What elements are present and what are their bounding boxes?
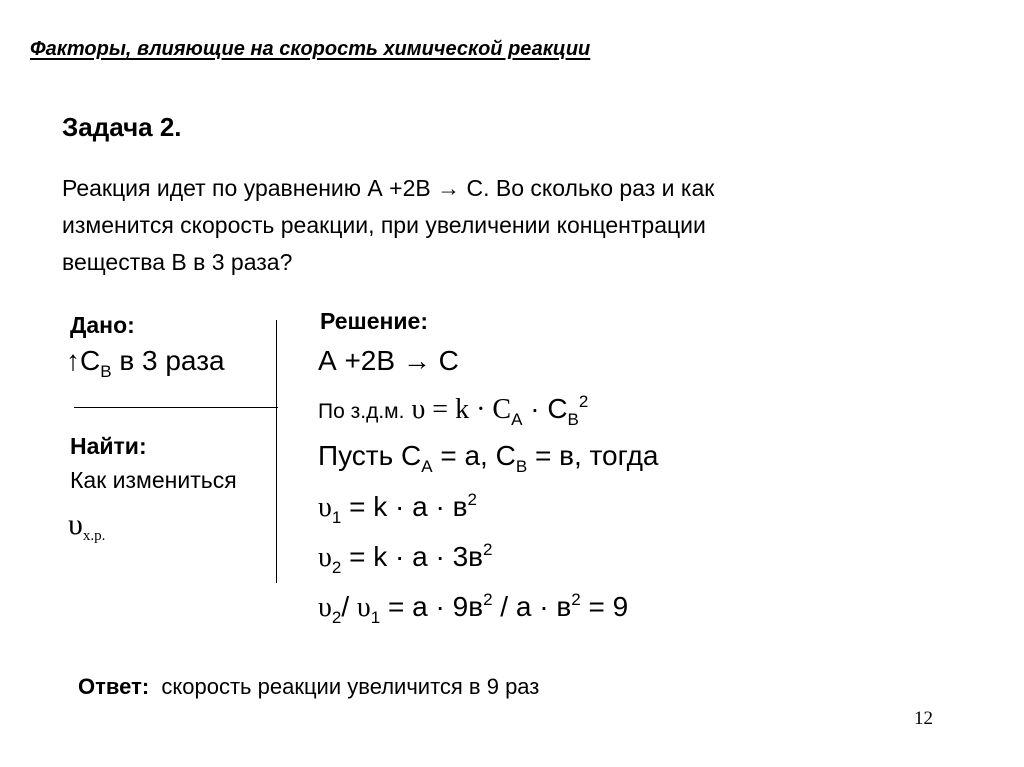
let-part-c: = в, тогда [527, 440, 659, 471]
v2-text: = k · а · 3в [341, 541, 484, 572]
ratio-slash: / [341, 591, 357, 622]
rate-law-upsilon: υ = k · С [404, 394, 512, 425]
v1-sup: 2 [467, 490, 477, 509]
solution-equation: А +2В → С [318, 345, 459, 376]
v1-symbol: υ [318, 492, 332, 523]
page-title: Факторы, влияющие на скорость химической реакции [30, 38, 591, 60]
find-symbol-subscript: х.р. [82, 528, 106, 544]
solution-ratio [318, 590, 628, 628]
answer-text: скорость реакции увеличится в 9 раз [149, 674, 540, 699]
rate-law-prefix: По з.д.м. [318, 400, 405, 423]
task-title: Задача 2. [62, 112, 182, 142]
let-sub-a: А [421, 457, 433, 476]
solution-v2 [318, 540, 493, 578]
rate-law-c: · С [522, 393, 568, 424]
answer [78, 674, 539, 700]
v1-sub: 1 [331, 508, 342, 527]
rate-law-sub-a: А [511, 410, 523, 429]
given-subscript: В [100, 362, 112, 381]
given-label: Дано: [70, 312, 135, 338]
ratio-sub-1: 2 [331, 608, 342, 627]
let-part-b: = а, С [432, 440, 516, 471]
find-label: Найти: [70, 433, 147, 459]
rate-law-sub-b: В [567, 410, 579, 429]
rate-law-sup: 2 [578, 392, 589, 411]
solution-label: Решение: [320, 308, 429, 334]
vertical-divider [276, 320, 277, 583]
ratio-symbol-2: υ [356, 592, 371, 623]
task-line-3: вещества В в 3 раза? [62, 249, 293, 275]
ratio-result: = 9 [580, 591, 629, 622]
v2-sub: 2 [331, 558, 342, 577]
solution-let [318, 440, 658, 477]
ratio-sub-2: 1 [370, 608, 381, 627]
ratio-sup-1: 2 [483, 590, 493, 609]
given-find-divider [74, 407, 278, 408]
v1-text: = k · а · в [341, 491, 468, 522]
ratio-symbol-1: υ [318, 592, 332, 623]
task-statement [62, 170, 714, 281]
up-arrow-icon: ↑ [66, 345, 80, 376]
ratio-text-2: / а · в [492, 591, 572, 622]
v2-sup: 2 [483, 540, 493, 559]
find-symbol [68, 508, 105, 545]
let-sub-b: В [515, 457, 528, 476]
page-number: 12 [914, 708, 933, 729]
ratio-sup-2: 2 [571, 590, 581, 609]
answer-label: Ответ: [78, 674, 150, 699]
solution-rate-law [318, 392, 588, 430]
given-rest: в 3 раза [111, 345, 225, 376]
v2-symbol: υ [318, 542, 332, 573]
task-line-2: изменится скорость реакции, при увеличении концентрации [62, 212, 706, 238]
let-part-a: Пусть С [318, 440, 422, 471]
find-symbol-char: υ [68, 508, 83, 541]
task-line-1: Реакция идет по уравнению А +2В → С. Во сколько раз и как [62, 175, 715, 201]
given-symbol: С [80, 345, 101, 376]
given-value [66, 345, 225, 382]
ratio-text-1: = а · 9в [380, 591, 484, 622]
find-text: Как измениться [70, 467, 237, 493]
solution-v1 [318, 490, 477, 528]
